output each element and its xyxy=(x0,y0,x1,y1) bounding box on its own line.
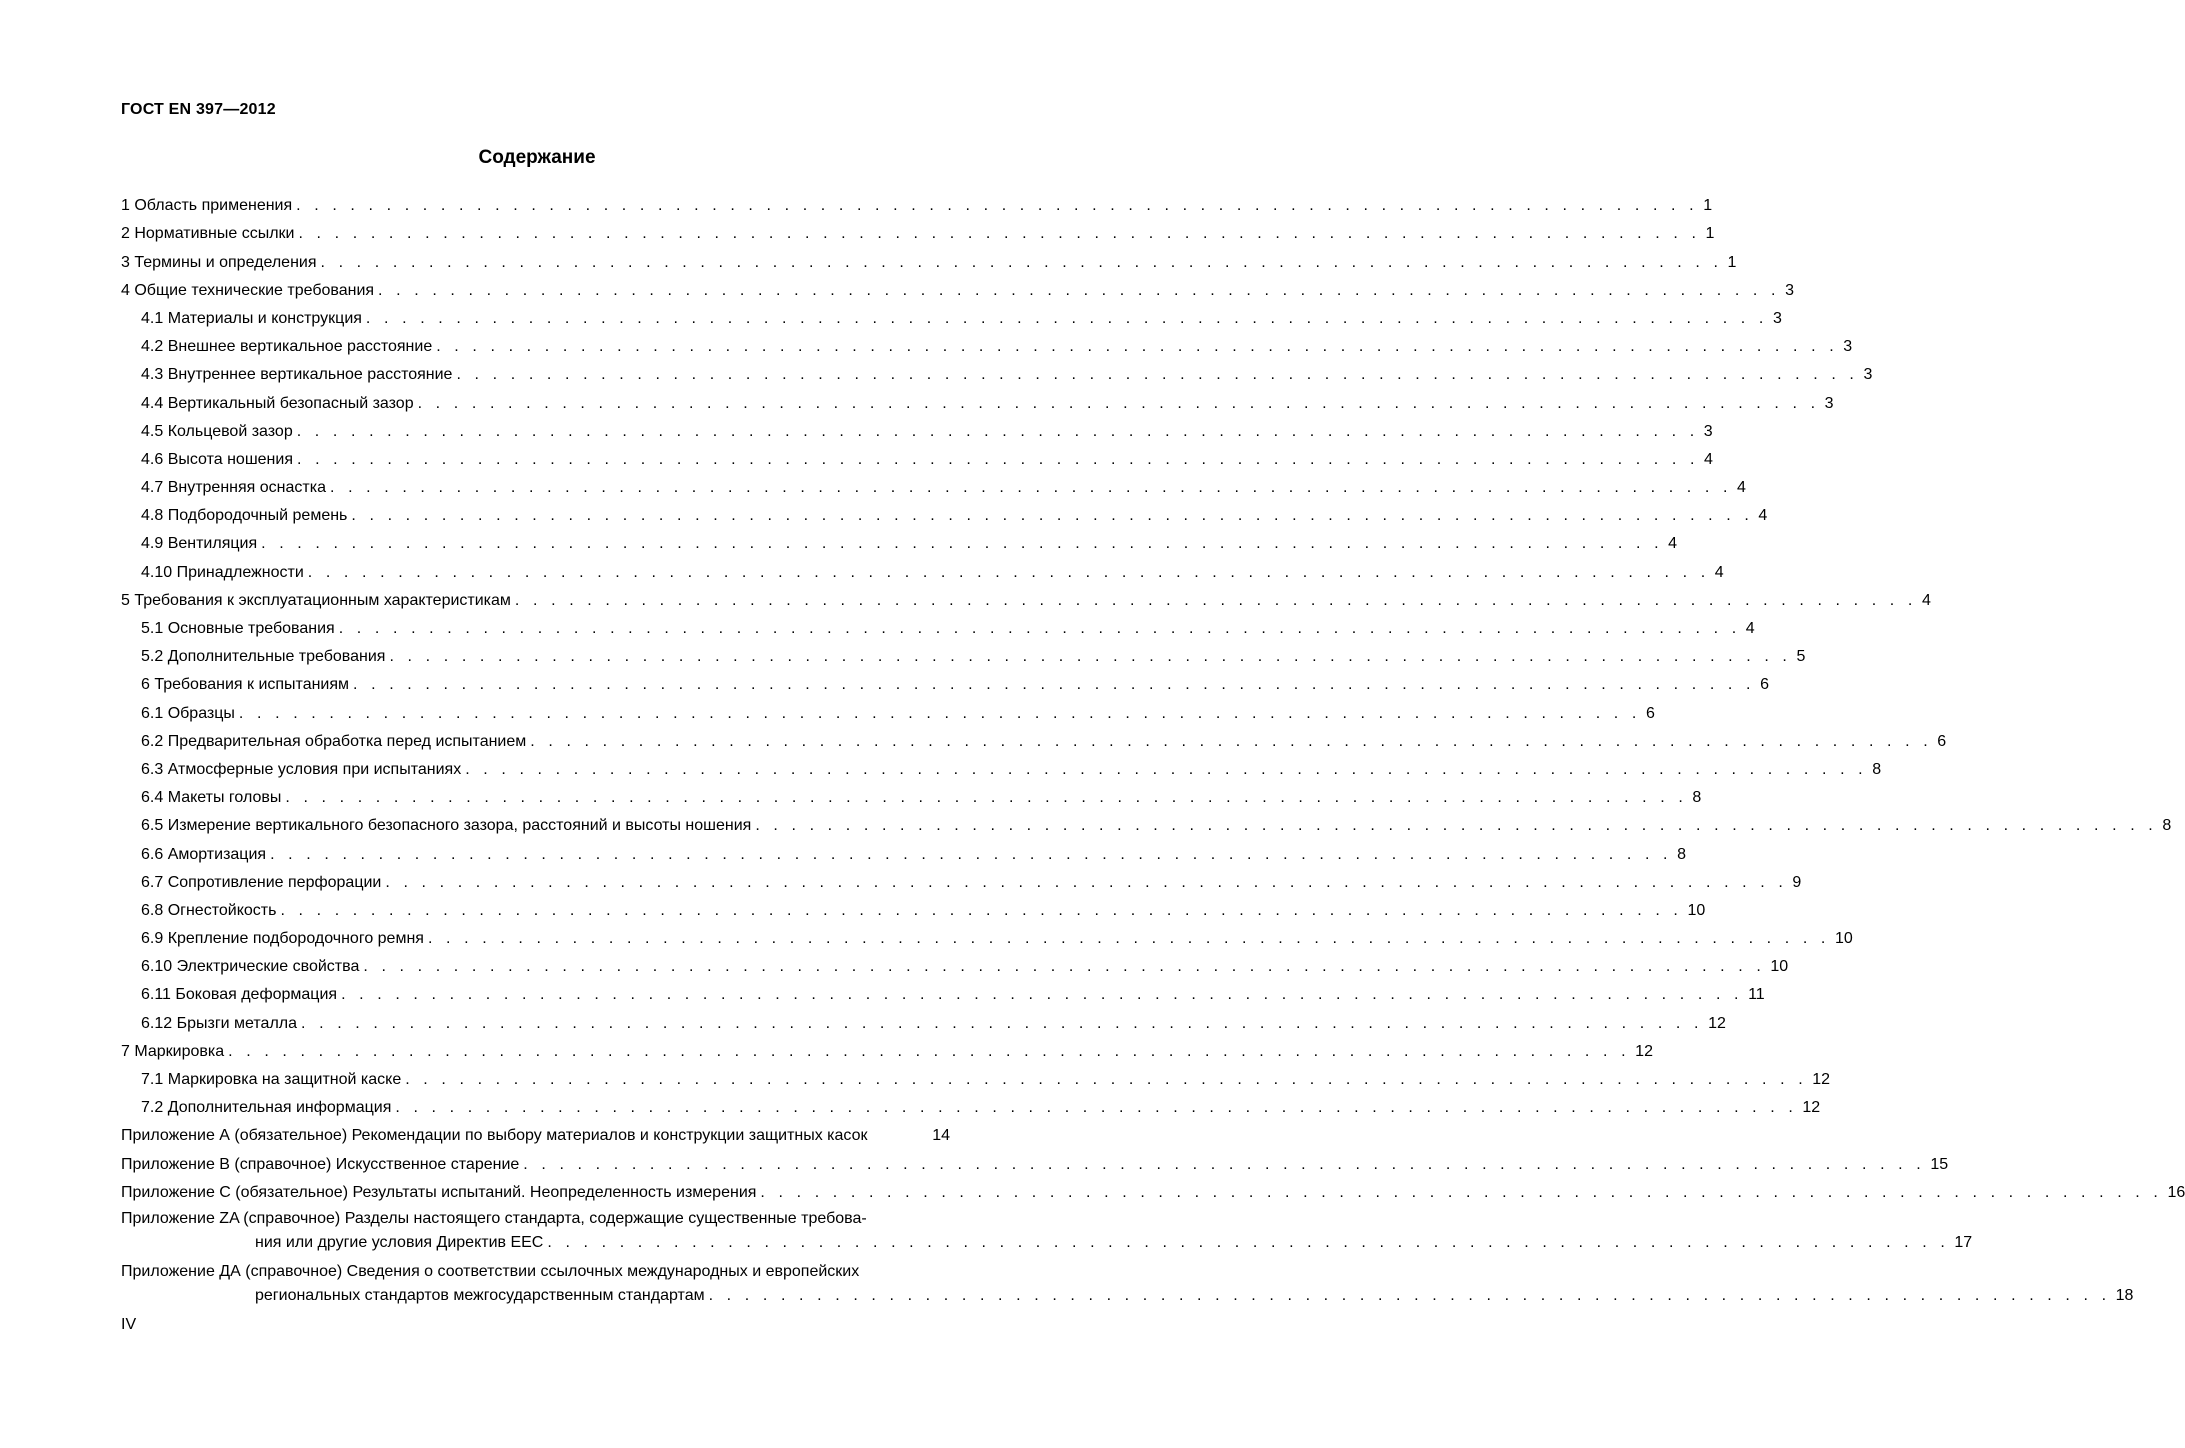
toc-entry-label: 7.2 Дополнительная информация xyxy=(141,1099,392,1117)
dot-leader: . . . . . . . . . . . . . . . . . . . . . . . . . . . . . . . . . . . . . . . . . . . . . . . . . . . . . . . . . . . . . . . . . . . . . . . . . . . . . . xyxy=(708,1286,2111,1304)
toc-entry-label: 4.9 Вентиляция xyxy=(141,535,258,553)
toc-entry-page: 4 xyxy=(1668,535,1678,553)
toc-entry-label: 4.3 Внутреннее вертикальное расстояние xyxy=(141,366,453,384)
toc-entry-label: 4.5 Кольцевой зазор xyxy=(141,422,293,440)
toc-annex-da[interactable] xyxy=(121,1255,2134,1308)
toc-entry-label: 1 Область применения xyxy=(121,197,293,215)
toc-entry-label: 4.10 Принадлежности xyxy=(141,563,304,581)
toc-entry-6-4[interactable] xyxy=(121,779,1702,807)
toc-entry-page: 12 xyxy=(1708,1014,1726,1032)
dot-leader: . . . . . . . . . . . . . . . . . . . . . . . . . . . . . . . . . . . . . . . . . . . . . . . . . . . . . . . . . . . . . . . . . . . . . . . . . . . . . . xyxy=(320,253,1723,271)
toc-entry-page: 15 xyxy=(1930,1155,1949,1173)
toc-entry-label: 5.1 Основные требования xyxy=(141,620,335,637)
toc-entry-6-10[interactable] xyxy=(121,948,1789,976)
toc-entry-continuation xyxy=(121,1284,2134,1308)
toc-entry-page: 17 xyxy=(1954,1233,1973,1251)
dot-leader: . . . . . . . . . . . . . . . . . . . . . . . . . . . . . . . . . . . . . . . . . . . . . . . . . . . . . . . . . . . . . . . . . . . . . . . . . . . . . . xyxy=(341,986,1744,1004)
toc-entry-7-1[interactable] xyxy=(121,1061,1831,1089)
toc-entry-1[interactable] xyxy=(121,187,1713,215)
toc-entry-page: 4 xyxy=(1737,479,1746,497)
dot-leader: . . . . . . . . . . . . . . . . . . . . . . . . . . . . . . . . . . . . . . . . . . . . . . . . . . . . . . . . . . . . . . . . . . . . . . . . . . . . . . xyxy=(238,704,1641,722)
toc-entry-label: 6.9 Крепление подбородочного ремня xyxy=(141,930,424,948)
toc-entry-page: 12 xyxy=(1812,1071,1831,1088)
toc-entry-page: 4 xyxy=(1704,450,1713,468)
dot-leader: . . . . . . . . . . . . . . . . . . . . . . . . . . . . . . . . . . . . . . . . . . . . . . . . . . . . . . . . . . . . . . . . . . . . . . . . . . . . . . xyxy=(760,1183,2163,1201)
dot-leader: . . . . . . . . . . . . . . . . . . . . . . . . . . . . . . . . . . . . . . . . . . . . . . . . . . . . . . . . . . . . . . . . . . . . . . . . . . . . . . xyxy=(296,197,1699,215)
toc-entry-6-3[interactable] xyxy=(121,751,1882,779)
toc-entry-6-2[interactable] xyxy=(121,723,1947,751)
dot-leader: . . . . . . . . . . . . . . . . . . . . . . . . . . . . . . . . . . . . . . . . . . . . . . . . . . . . . . . . . . . . . . . . . . . . . . . . . . . . . . xyxy=(353,676,1756,694)
toc-entry-4-10[interactable] xyxy=(121,553,1724,581)
toc-entry-7[interactable] xyxy=(121,1033,1653,1061)
toc-entry-page: 3 xyxy=(1785,281,1794,299)
dot-leader: . . . . . . . . . . . . . . . . . . . . . . . . . . . . . . . . . . . . . . . . . . . . . . . . . . . . . . . . . . . . . . . . . . . . . . . . . . . . . . xyxy=(427,930,1830,948)
toc-entry-page: 10 xyxy=(1834,930,1853,948)
dot-leader: . . . . . . . . . . . . . . . . . . . . . . . . . . . . . . . . . . . . . . . . . . . . . . . . . . . . . . . . . . . . . . . . . . . . . . . . . . . . . . xyxy=(465,760,1868,778)
toc-entry-5[interactable] xyxy=(121,582,1931,610)
toc-annex-b[interactable] xyxy=(121,1145,1949,1173)
toc-entry-6-8[interactable] xyxy=(121,892,1706,920)
toc-entry-4-7[interactable] xyxy=(121,469,1746,497)
toc-entry-6-11[interactable] xyxy=(121,976,1765,1004)
toc-entry-page: 16 xyxy=(2167,1183,2185,1201)
dot-leader: . . . . . . . . . . . . . . . . . . . . . . . . . . . . . . . . . . . . . . . . . . . . . . . . . . . . . . . . . . . . . . . . . . . . . . . . . . . . . . xyxy=(456,366,1859,384)
toc-entry-page: 4 xyxy=(1714,563,1724,581)
dot-leader: . . . . . . . . . . . . . . . . . . . . . . . . . . . . . . . . . . . . . . . . . . . . . . . . . . . . . . . . . . . . . . . . . . . . . . . . . . . . . . xyxy=(385,873,1788,891)
toc-entry-label: 6.3 Атмосферные условия при испытаниях xyxy=(141,760,462,778)
toc-annex-a[interactable] xyxy=(121,1117,950,1145)
dot-leader: . . . . . . . . . . . . . . . . . . . . . . . . . . . . . . . . . . . . . . . . . . . . . . . . . . . . . . . . . . . . . . . . . . . . . . . . . . . . . . xyxy=(417,394,1820,412)
dot-leader: . . . . . . . . . . . . . . . . . . . . . . . . . . . . . . . . . . . . . . . . . . . . . . . . . . . . . . . . . . . . . . . . . . . . . . . . . . . . . . xyxy=(307,563,1710,581)
dot-leader: . . . . . . . . . . . . . . . . . . . . . . . . . . . . . . . . . . . . . . . . . . . . . . . . . . . . . . . . . . . . . . . . . . . . . . . . . . . . . . xyxy=(436,338,1839,356)
toc-entry-label: 6.5 Измерение вертикального безопасного зазора, расстояний и высоты ношения xyxy=(141,817,752,835)
toc-entry-page: 3 xyxy=(1863,366,1873,384)
dot-leader: . . . . . . . . . . . . . . . . . . . . . . . . . . . . . . . . . . . . . . . . . . . . . . . . . . . . . . . . . . . . . . . . . . . . . . . . . . . . . . xyxy=(296,422,1699,440)
dot-leader: . . . . . . . . . . . . . . . . . . . . . . . . . . . . . . . . . . . . . . . . . . . . . . . . . . . . . . . . . . . . . . . . . . . . . . . . . . . . . . xyxy=(755,817,2158,835)
dot-leader: . . . . . . . . . . . . . . . . . . . . . . . . . . . . . . . . . . . . . . . . . . . . . . . . . . . . . . . . . . . . . . . . . . . . . . . . . . . . . . xyxy=(523,1155,1926,1173)
toc-entry-page: 3 xyxy=(1772,309,1782,327)
toc-entry-3[interactable] xyxy=(121,243,1737,271)
dot-leader: . . . . . . . . . . . . . . . . . . . . . . . . . . . . . . . . . . . . . . . . . . . . . . . . . . . . . . . . . . . . . . . . . . . . . . . . . . . . . . xyxy=(378,281,1781,299)
toc-entry-4-9[interactable] xyxy=(121,525,1678,553)
toc-entry-label-line2: ния или другие условия Директив ЕЕС xyxy=(255,1233,544,1251)
dot-leader: . . . . . . . . . . . . . . . . . . . . . . . . . . . . . . . . . . . . . . . . . . . . . . . . . . . . . . . . . . . . . . . . . . . . . . . . . . . . . . xyxy=(395,1099,1798,1117)
toc-entry-label: 6.12 Брызги металла xyxy=(141,1014,298,1032)
toc-entry-6-12[interactable] xyxy=(121,1004,1726,1032)
toc-entry-page: 9 xyxy=(1792,873,1802,891)
toc-entry-6-5[interactable] xyxy=(121,807,2172,835)
toc-entry-label: 4.6 Высота ношения xyxy=(141,450,293,468)
dot-leader: . . . . . . . . . . . . . . . . . . . . . . . . . . . . . . . . . . . . . . . . . . . . . . . . . . . . . . . . . . . . . . . . . . . . . . . . . . . . . . xyxy=(365,309,1768,327)
table-of-contents xyxy=(121,187,2185,1308)
page-title: Содержание xyxy=(478,147,596,168)
toc-entry-page: 8 xyxy=(2162,817,2172,835)
dot-leader: . . . . . . . . . . . . . . . . . . . . . . . . . . . . . . . . . . . . . . . . . . . . . . . . . . . . . . . . . . . . . . . . . . . . . . . . . . . . . . xyxy=(338,620,1741,637)
dot-leader: . . . . . . . . . . . . . . . . . . . . . . . . . . . . . . . . . . . . . . . . . . . . . . . . . . . . . . . . . . . . . . . . . . . . . . . . . . . . . . xyxy=(261,535,1664,553)
toc-entry-label: 6.1 Образцы xyxy=(141,704,235,722)
toc-entry-label-line2: региональных стандартов межгосударственным стандартам xyxy=(255,1286,705,1304)
toc-entry-label: 4.4 Вертикальный безопасный зазор xyxy=(141,394,414,412)
dot-leader: . . . . . . . . . . . . . . . . . . . . . . . . . . . . . . . . . . . . . . . . . . . . . . . . . . . . . . . . . . . . . . . . . . . . . . . . . . . . . . xyxy=(296,450,1700,468)
toc-entry-4-5[interactable] xyxy=(121,413,1713,441)
page-number: IV xyxy=(121,1316,137,1333)
toc-entry-6-1[interactable] xyxy=(121,694,1655,722)
toc-entry-page: 4 xyxy=(1745,620,1755,637)
toc-entry-continuation xyxy=(121,1231,1973,1255)
toc-entry-page: 3 xyxy=(1703,422,1713,440)
dot-leader: . . . . . . . . . . . . . . . . . . . . . . . . . . . . . . . . . . . . . . . . . . . . . . . . . . . . . . . . . . . . . . . . . . . . . . . . . . . . . . xyxy=(547,1233,1950,1251)
toc-entry-label: 4.2 Внешнее вертикальное расстояние xyxy=(141,338,433,356)
toc-entry-label: Приложение С (обязательное) Результаты испытаний. Неопределенность измерения xyxy=(121,1183,757,1201)
toc-entry-page: 6 xyxy=(1645,704,1655,722)
toc-entry-page: 1 xyxy=(1727,253,1737,271)
toc-entry-label: 6.2 Предварительная обработка перед испытанием xyxy=(141,732,527,750)
dot-leader: . . . . . . . . . . . . . . . . . . . . . . . . . . . . . . . . . . . . . . . . . . . . . . . . . . . . . . . . . . . . . . . . . . . . . . . . . . . . . . xyxy=(514,591,1917,609)
toc-entry-label: 6 Требования к испытаниям xyxy=(141,676,350,694)
toc-entry-label: 7 Маркировка xyxy=(121,1042,225,1060)
toc-entry-page: 18 xyxy=(2115,1286,2134,1304)
toc-entry-label: 6.4 Макеты головы xyxy=(141,789,282,807)
toc-entry-page: 10 xyxy=(1770,958,1789,976)
dot-leader: . . . . . . . . . . . . . . . . . . . . . . . . . . . . . . . . . . . . . . . . . . . . . . . . . . . . . . . . . . . . . . . . . . . . . . . . . . . . . . xyxy=(389,648,1792,666)
toc-entry-label: Приложение А (обязательное) Рекомендации по выбору материалов и конструкции защитных касок xyxy=(121,1127,868,1145)
toc-entry-page: 5 xyxy=(1796,648,1806,666)
toc-entry-label: 6.11 Боковая деформация xyxy=(141,986,338,1004)
toc-entry-label: 6.8 Огнестойкость xyxy=(141,901,277,919)
toc-entry-4-2[interactable] xyxy=(121,328,1853,356)
toc-entry-label: 4.1 Материалы и конструкция xyxy=(141,309,362,327)
toc-entry-label: 6.7 Сопротивление перфорации xyxy=(141,873,382,891)
toc-entry-label-line1: Приложение ZA (справочное) Разделы настоящего стандарта, содержащие существенные требова- xyxy=(121,1209,867,1227)
toc-entry-4-1[interactable] xyxy=(121,300,1782,328)
toc-annex-za[interactable] xyxy=(121,1202,1973,1255)
dot-leader: . . . . . . . . . . . . . . . . . . . . . . . . . . . . . . . . . . . . . . . . . . . . . . . . . . . . . . . . . . . . . . . . . . . . . . . . . . . . . . xyxy=(363,958,1766,976)
toc-entry-page: 8 xyxy=(1872,760,1882,778)
toc-entry-5-1[interactable] xyxy=(121,610,1755,638)
dot-leader: . . . . . . . . . . . . . . . . . . . . . . . . . . . . . . . . . . . . . . . . . . . . . . . . . . . . . . . . . . . . . . . . . . . . . . . . . . . . . . xyxy=(298,225,1701,243)
dot-leader: . . . . . . . . . . . . . . . . . . . . . . . . . . . . . . . . . . . . . . . . . . . . . . . . . . . . . . . . . . . . . . . . . . . . . . . . . . . . . . xyxy=(280,901,1683,919)
toc-entry-label: 7.1 Маркировка на защитной каске xyxy=(141,1071,402,1088)
toc-entry-page: 6 xyxy=(1760,676,1769,694)
toc-entry-page: 12 xyxy=(1635,1042,1653,1060)
toc-entry-4-4[interactable] xyxy=(121,384,1834,412)
toc-entry-4-8[interactable] xyxy=(121,497,1768,525)
toc-entry-label: 4.7 Внутренняя оснастка xyxy=(141,479,326,497)
dot-leader: . . . . . . . . . . . . . . . . . . . . . . . . . . . . . . . . . . . . . . . . . . . . . . . . . . . . . . . . . . . . . . . . . . . . . . . . . . . . . . xyxy=(228,1042,1631,1060)
toc-entry-6[interactable] xyxy=(121,666,1769,694)
toc-entry-page: 4 xyxy=(1921,591,1931,609)
toc-entry-page: 6 xyxy=(1937,732,1947,750)
toc-entry-page: 8 xyxy=(1692,789,1702,807)
dot-leader: . . . . . . . . . . . . . . . . . . . . . . . . . . . . . . . . . . . . . . . . . . . . . . . . . . . . . . . . . . . . . . . . . . . . . . . . . . . . . . xyxy=(301,1014,1704,1032)
dot-leader: . . . . . . . . . . . . . . . . . . . . . . . . . . . . . . . . . . . . . . . . . . . . . . . . . . . . . . . . . . . . . . . . . . . . . . . . . . . . . . xyxy=(270,845,1673,863)
toc-entry-label: 2 Нормативные ссылки xyxy=(121,225,295,243)
toc-entry-label: 6.10 Электрические свойства xyxy=(141,958,360,976)
toc-entry-5-2[interactable] xyxy=(121,638,1806,666)
dot-leader: . . . . . . . . . . . . . . . . . . . . . . . . . . . . . . . . . . . . . . . . . . . . . . . . . . . . . . . . . . . . . . . . . . . . . . . . . . . . . . xyxy=(351,507,1754,525)
dot-leader: . . . . . . . . . . . . . . . . . . . . . . . . . . . . . . . . . . . . . . . . . . . . . . . . . . . . . . . . . . . . . . . . . . . . . . . . . . . . . . xyxy=(405,1071,1808,1088)
toc-entry-page: 3 xyxy=(1824,394,1834,412)
toc-entry-label: Приложение В (справочное) Искусственное старение xyxy=(121,1155,520,1173)
dot-leader: . . . . . . . . . . . . . . . . . . . . . . . . . . . . . . . . . . . . . . . . . . . . . . . . . . . . . . . . . . . . . . . . . . . . . . . . . . . . . . xyxy=(530,732,1933,750)
toc-entry-page: 1 xyxy=(1705,225,1715,243)
toc-entry-page: 8 xyxy=(1677,845,1687,863)
toc-entry-page: 11 xyxy=(1748,986,1765,1004)
dot-leader: . . . . . . . . . . . . . . . . . . . . . . . . . . . . . . . . . . . . . . . . . . . . . . . . . . . . . . . . . . . . . . . . . . . . . . . . . . . . . . xyxy=(285,789,1688,807)
toc-entry-label: 3 Термины и определения xyxy=(121,253,317,271)
document-code-header: ГОСТ EN 397—2012 xyxy=(121,101,276,118)
toc-entry-4-3[interactable] xyxy=(121,356,1873,384)
toc-entry-6-6[interactable] xyxy=(121,835,1687,863)
toc-entry-label: 4.8 Подбородочный ремень xyxy=(141,507,348,525)
toc-entry-page: 3 xyxy=(1843,338,1853,356)
toc-entry-4[interactable] xyxy=(121,272,1794,300)
toc-entry-4-6[interactable] xyxy=(121,441,1713,469)
toc-entry-page: 1 xyxy=(1703,197,1713,215)
toc-entry-6-7[interactable] xyxy=(121,864,1802,892)
toc-entry-label: 5 Требования к эксплуатационным характеристикам xyxy=(121,591,511,609)
toc-entry-label-line1: Приложение ДА (справочное) Сведения о соответствии ссылочных международных и европейских xyxy=(121,1262,860,1280)
toc-entry-7-2[interactable] xyxy=(121,1089,1821,1117)
toc-entry-page: 14 xyxy=(932,1127,950,1145)
toc-entry-2[interactable] xyxy=(121,215,1715,243)
toc-entry-page: 10 xyxy=(1687,901,1706,919)
toc-entry-page: 12 xyxy=(1802,1099,1821,1117)
toc-entry-6-9[interactable] xyxy=(121,920,1853,948)
toc-entry-label: 5.2 Дополнительные требования xyxy=(141,648,386,666)
toc-entry-label: 4 Общие технические требования xyxy=(121,281,375,299)
dot-leader: . . . . . . . . . . . . . . . . . . . . . . . . . . . . . . . . . . . . . . . . . . . . . . . . . . . . . . . . . . . . . . . . . . . . . . . . . . . . . . xyxy=(329,479,1733,497)
toc-entry-label: 6.6 Амортизация xyxy=(141,845,267,863)
toc-annex-c[interactable] xyxy=(121,1174,2185,1202)
toc-entry-page: 4 xyxy=(1758,507,1768,525)
